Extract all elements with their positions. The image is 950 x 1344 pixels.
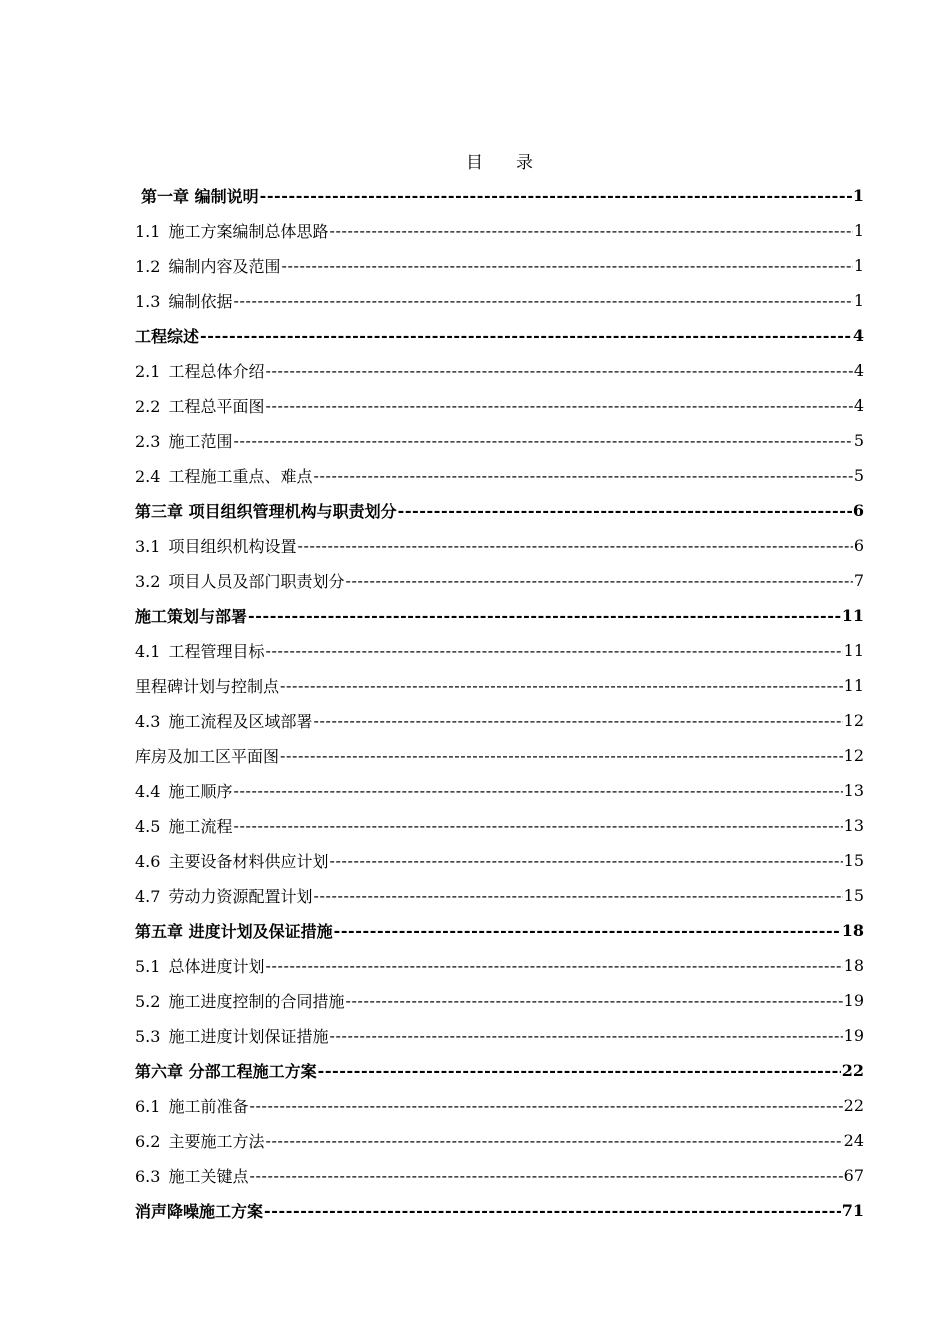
toc-page-number: 5 xyxy=(853,466,864,485)
toc-entry-number: 1.3 xyxy=(135,292,161,311)
toc-page-number: 15 xyxy=(843,886,864,905)
toc-entry-number: 2.1 xyxy=(135,362,161,381)
toc-entry-label: 施工策划与部署 xyxy=(135,607,248,626)
toc-entry-number: 2.2 xyxy=(135,397,161,416)
toc-dash-leader xyxy=(281,256,852,276)
toc-entry-title xyxy=(135,709,312,732)
toc-section-entry[interactable] xyxy=(135,773,864,808)
toc-dash-leader xyxy=(334,921,841,941)
toc-dash-leader xyxy=(280,746,843,766)
toc-dash-leader xyxy=(249,1096,842,1116)
toc-entry-title xyxy=(135,429,232,452)
toc-page-number: 1 xyxy=(853,221,864,240)
toc-section-entry[interactable] xyxy=(135,983,864,1018)
toc-chapter-entry[interactable] xyxy=(135,1193,864,1228)
toc-section-entry[interactable] xyxy=(135,388,864,423)
toc-dash-leader xyxy=(264,1201,841,1221)
toc-entry-title xyxy=(135,464,312,487)
toc-dash-leader xyxy=(265,956,842,976)
toc-page-number: 24 xyxy=(843,1131,864,1150)
toc-page-number: 18 xyxy=(843,956,864,975)
toc-chapter-entry[interactable] xyxy=(135,318,864,353)
toc-section-entry[interactable] xyxy=(135,528,864,563)
toc-dash-leader xyxy=(313,711,842,731)
toc-entry-title xyxy=(135,1059,317,1082)
toc-entry-title xyxy=(135,849,328,872)
toc-entry-number: 6.3 xyxy=(135,1167,161,1186)
toc-section-entry[interactable] xyxy=(135,808,864,843)
toc-entry-label: 第五章 进度计划及保证措施 xyxy=(135,922,333,941)
toc-page-number: 12 xyxy=(843,746,864,765)
toc-section-entry[interactable] xyxy=(135,668,864,703)
toc-entry-title xyxy=(135,1129,264,1152)
toc-entry-title xyxy=(135,1199,263,1222)
toc-entry-label: 里程碑计划与控制点 xyxy=(135,677,280,696)
toc-dash-leader xyxy=(398,501,852,521)
toc-dash-leader xyxy=(249,1166,842,1186)
toc-section-entry[interactable] xyxy=(135,1088,864,1123)
toc-entry-number: 4.4 xyxy=(135,782,161,801)
toc-entry-title xyxy=(135,499,397,522)
toc-entry-title xyxy=(135,674,279,697)
toc-entry-title xyxy=(135,289,232,312)
toc-entry-label: 第六章 分部工程施工方案 xyxy=(135,1062,317,1081)
toc-entry-label: 第一章 编制说明 xyxy=(141,187,259,206)
toc-section-entry[interactable] xyxy=(135,563,864,598)
toc-entry-title xyxy=(135,744,279,767)
toc-section-entry[interactable] xyxy=(135,703,864,738)
toc-entry-number: 6.1 xyxy=(135,1097,161,1116)
toc-page-number: 71 xyxy=(841,1201,864,1220)
toc-dash-leader xyxy=(248,606,841,626)
toc-section-entry[interactable] xyxy=(135,1123,864,1158)
toc-entry-number: 4.1 xyxy=(135,642,161,661)
toc-entry-label: 主要施工方法 xyxy=(168,1132,265,1151)
toc-entry-number: 1.1 xyxy=(135,222,161,241)
toc-entry-label: 编制内容及范围 xyxy=(168,257,281,276)
toc-entry-label: 施工顺序 xyxy=(168,782,233,801)
toc-entry-title xyxy=(135,639,264,662)
toc-entry-title xyxy=(135,534,296,557)
toc-entry-number: 3.1 xyxy=(135,537,161,556)
toc-dash-leader xyxy=(345,571,852,591)
toc-entry-number: 5.3 xyxy=(135,1027,161,1046)
toc-entry-number: 2.4 xyxy=(135,467,161,486)
toc-chapter-entry[interactable] xyxy=(135,493,864,528)
toc-entry-number: 4.7 xyxy=(135,887,161,906)
toc-page-number: 22 xyxy=(841,1061,864,1080)
toc-page-number: 11 xyxy=(843,676,864,695)
toc-title-part1: 目 xyxy=(466,153,484,173)
toc-entry-title xyxy=(135,1024,328,1047)
toc-dash-leader xyxy=(233,816,842,836)
toc-entry-label: 工程管理目标 xyxy=(168,642,265,661)
toc-list xyxy=(135,178,864,1228)
toc-section-entry[interactable] xyxy=(135,1018,864,1053)
toc-entry-label: 施工流程 xyxy=(168,817,233,836)
toc-entry-number: 5.2 xyxy=(135,992,161,1011)
toc-entry-label: 主要设备材料供应计划 xyxy=(168,852,329,871)
toc-page-number: 1 xyxy=(852,186,864,205)
toc-dash-leader xyxy=(265,396,852,416)
toc-section-entry[interactable] xyxy=(135,1158,864,1193)
toc-page-number: 13 xyxy=(843,781,864,800)
toc-entry-label: 工程总平面图 xyxy=(168,397,265,416)
toc-dash-leader xyxy=(345,991,842,1011)
toc-dash-leader xyxy=(329,221,852,241)
toc-entry-label: 库房及加工区平面图 xyxy=(135,747,280,766)
toc-entry-number: 4.6 xyxy=(135,852,161,871)
toc-page-number: 67 xyxy=(843,1166,864,1185)
toc-entry-title xyxy=(135,1164,248,1187)
toc-entry-number: 5.1 xyxy=(135,957,161,976)
toc-dash-leader xyxy=(318,1061,841,1081)
toc-entry-label: 消声降噪施工方案 xyxy=(135,1202,264,1221)
toc-dash-leader xyxy=(297,536,852,556)
toc-entry-title xyxy=(135,919,333,942)
toc-dash-leader xyxy=(329,1026,842,1046)
toc-page-number: 6 xyxy=(852,501,864,520)
toc-entry-title xyxy=(141,184,259,207)
toc-dash-leader xyxy=(233,291,852,311)
toc-page-number: 15 xyxy=(843,851,864,870)
toc-entry-label: 项目组织机构设置 xyxy=(168,537,297,556)
toc-entry-title xyxy=(135,814,232,837)
toc-entry-label: 第三章 项目组织管理机构与职责划分 xyxy=(135,502,397,521)
toc-entry-label: 施工方案编制总体思路 xyxy=(168,222,329,241)
toc-dash-leader xyxy=(313,886,842,906)
toc-entry-number: 2.3 xyxy=(135,432,161,451)
toc-entry-number: 6.2 xyxy=(135,1132,161,1151)
toc-chapter-entry[interactable] xyxy=(135,913,864,948)
toc-entry-label: 工程总体介绍 xyxy=(168,362,265,381)
toc-entry-number: 4.5 xyxy=(135,817,161,836)
toc-page-number: 19 xyxy=(843,991,864,1010)
toc-entry-label: 工程施工重点、难点 xyxy=(168,467,313,486)
toc-page-number: 7 xyxy=(853,571,864,590)
toc-section-entry[interactable] xyxy=(135,353,864,388)
toc-entry-number: 1.2 xyxy=(135,257,161,276)
toc-section-entry[interactable] xyxy=(135,948,864,983)
toc-chapter-entry[interactable] xyxy=(135,178,864,213)
toc-entry-title xyxy=(135,604,247,627)
toc-chapter-entry[interactable] xyxy=(135,598,864,633)
toc-entry-label: 总体进度计划 xyxy=(168,957,265,976)
toc-entry-label: 劳动力资源配置计划 xyxy=(168,887,313,906)
toc-entry-label: 施工范围 xyxy=(168,432,233,451)
toc-dash-leader xyxy=(313,466,852,486)
toc-dash-leader xyxy=(280,676,843,696)
toc-page-number: 11 xyxy=(841,606,864,625)
toc-section-entry[interactable] xyxy=(135,878,864,913)
toc-entry-title xyxy=(135,394,264,417)
toc-entry-title xyxy=(135,779,232,802)
toc-section-entry[interactable] xyxy=(135,423,864,458)
toc-entry-label: 施工前准备 xyxy=(168,1097,249,1116)
toc-section-entry[interactable] xyxy=(135,458,864,493)
toc-dash-leader xyxy=(233,781,842,801)
toc-entry-label: 施工流程及区域部署 xyxy=(168,712,313,731)
toc-dash-leader xyxy=(260,186,852,206)
toc-page-number: 12 xyxy=(843,711,864,730)
toc-page-number: 4 xyxy=(853,396,864,415)
toc-entry-label: 施工进度控制的合同措施 xyxy=(168,992,345,1011)
toc-entry-label: 项目人员及部门职责划分 xyxy=(168,572,345,591)
toc-page-number: 4 xyxy=(853,361,864,380)
toc-chapter-entry[interactable] xyxy=(135,1053,864,1088)
toc-entry-label: 工程综述 xyxy=(135,327,200,346)
toc-dash-leader xyxy=(265,361,852,381)
toc-page-number: 11 xyxy=(843,641,864,660)
toc-dash-leader xyxy=(265,641,842,661)
toc-entry-title xyxy=(135,324,199,347)
toc-title-part2: 录 xyxy=(516,153,534,173)
toc-entry-title xyxy=(135,1094,248,1117)
toc-entry-label: 施工关键点 xyxy=(168,1167,249,1186)
toc-dash-leader xyxy=(233,431,852,451)
toc-section-entry[interactable] xyxy=(135,738,864,773)
toc-section-entry[interactable] xyxy=(135,843,864,878)
toc-section-entry[interactable] xyxy=(135,633,864,668)
toc-entry-title xyxy=(135,954,264,977)
toc-entry-title xyxy=(135,569,344,592)
toc-entry-number: 4.3 xyxy=(135,712,161,731)
toc-entry-label: 施工进度计划保证措施 xyxy=(168,1027,329,1046)
toc-dash-leader xyxy=(329,851,842,871)
toc-page-number: 22 xyxy=(843,1096,864,1115)
toc-page-number: 5 xyxy=(853,431,864,450)
toc-page-number: 19 xyxy=(843,1026,864,1045)
toc-page-number: 18 xyxy=(841,921,864,940)
toc-page-number: 6 xyxy=(853,536,864,555)
toc-page-number: 13 xyxy=(843,816,864,835)
toc-section-entry[interactable] xyxy=(135,248,864,283)
toc-page-number: 1 xyxy=(853,291,864,310)
toc-entry-title xyxy=(135,219,328,242)
toc-entry-title xyxy=(135,359,264,382)
toc-entry-number: 3.2 xyxy=(135,572,161,591)
toc-entry-title xyxy=(135,254,280,277)
toc-section-entry[interactable] xyxy=(135,283,864,318)
toc-page-number: 1 xyxy=(853,256,864,275)
toc-dash-leader xyxy=(200,326,852,346)
toc-entry-title xyxy=(135,884,312,907)
toc-page-number: 4 xyxy=(852,326,864,345)
toc-entry-label: 编制依据 xyxy=(168,292,233,311)
toc-section-entry[interactable] xyxy=(135,213,864,248)
toc-title xyxy=(0,148,950,173)
toc-entry-title xyxy=(135,989,344,1012)
toc-dash-leader xyxy=(265,1131,842,1151)
